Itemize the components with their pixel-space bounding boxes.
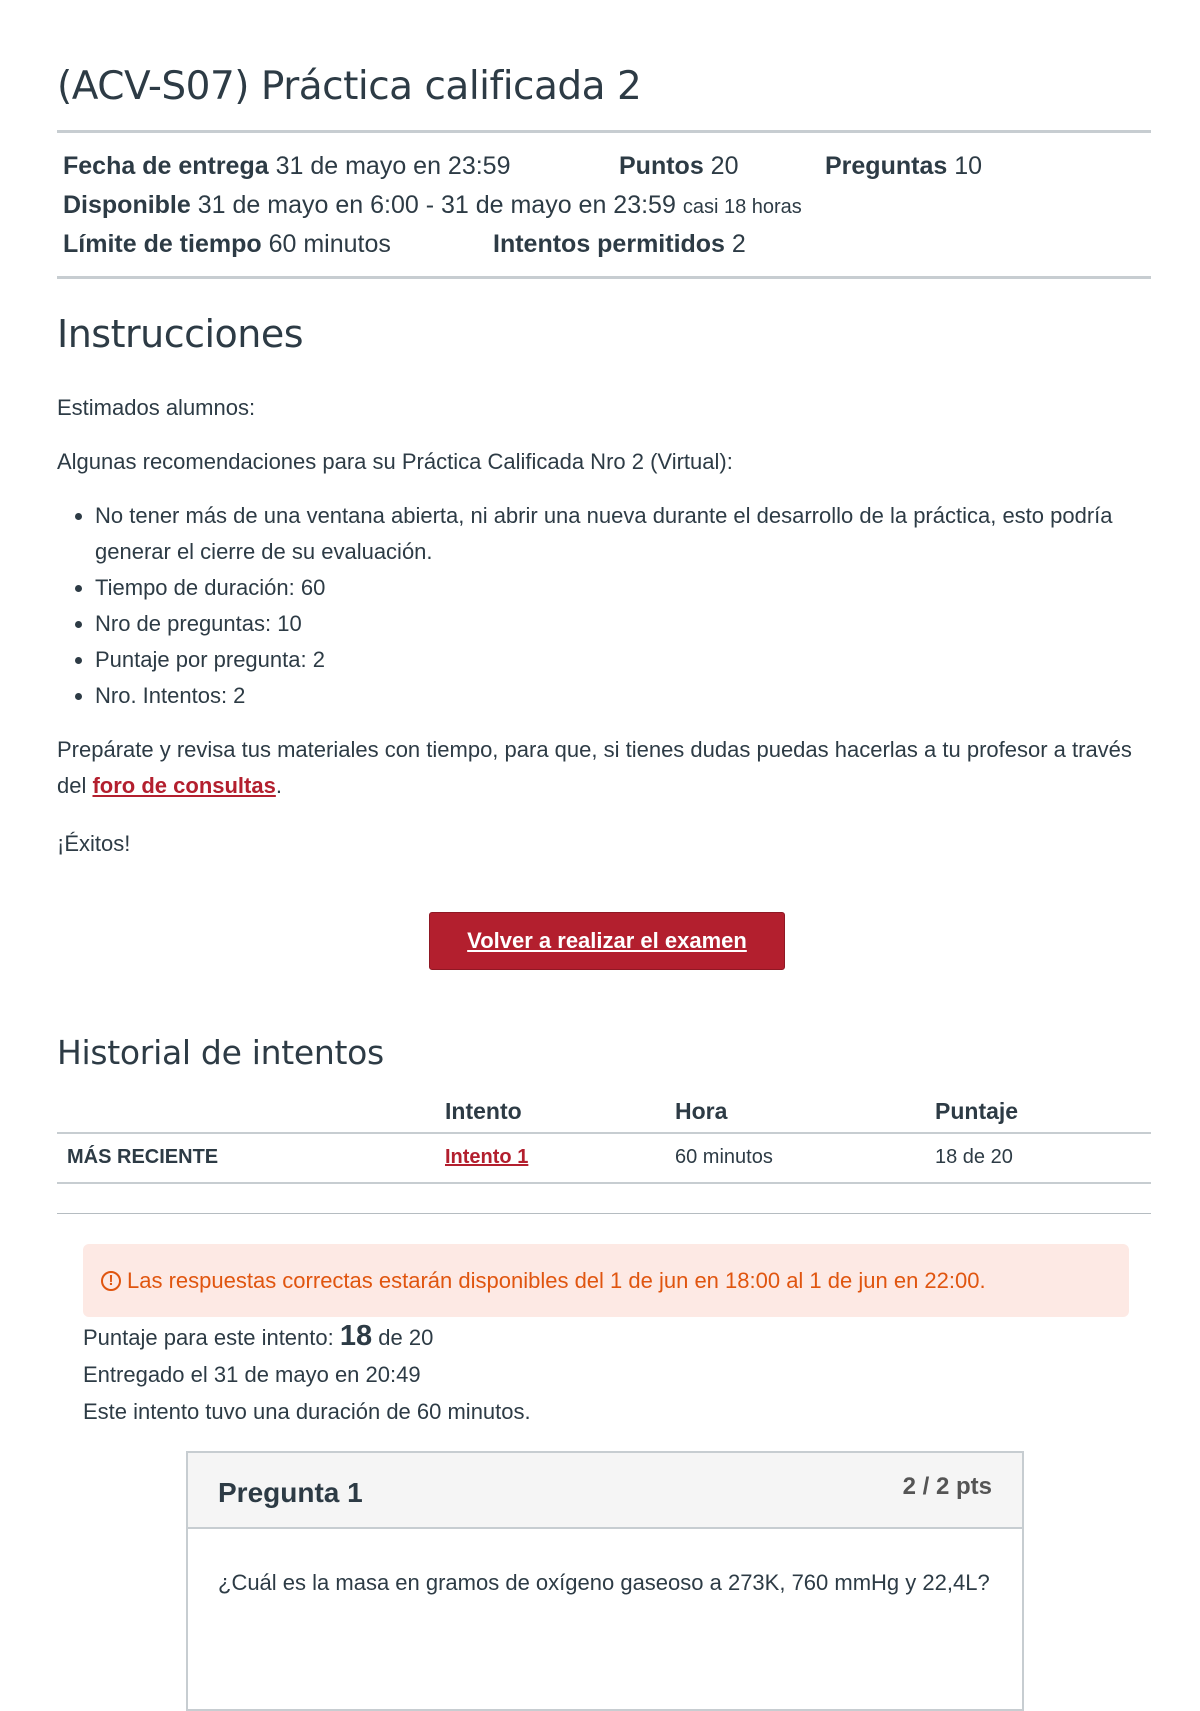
question-card — [186, 1451, 1024, 1711]
meta-row-1 — [63, 152, 511, 181]
divider — [57, 130, 1151, 133]
column-header-score: Puntaje — [935, 1098, 1019, 1124]
attempt-score-line — [83, 1320, 433, 1353]
attempt-time: 60 minutos — [675, 1146, 773, 1168]
score-label: Puntaje para este intento: — [83, 1325, 334, 1350]
intro-text: Algunas recomendaciones para su Práctica Calificada Nro 2 (Virtual): — [57, 449, 733, 474]
attempts-value: 2 — [731, 230, 746, 258]
warning-icon: ! — [101, 1271, 121, 1291]
history-heading: Historial de intentos — [57, 1033, 384, 1072]
question-points: 2 / 2 pts — [902, 1473, 992, 1500]
table-header-divider — [57, 1132, 1151, 1134]
question-text: ¿Cuál es la masa en gramos de oxígeno gaseoso a 273K, 760 mmHg y 22,4L? — [218, 1570, 990, 1595]
points-value: 20 — [710, 152, 739, 180]
time-limit-info — [63, 230, 391, 259]
divider — [57, 276, 1151, 279]
retake-exam-button[interactable]: Volver a realizar el examen — [429, 912, 785, 970]
due-value: 31 de mayo en 23:59 — [275, 152, 511, 180]
time-limit-label: Límite de tiempo — [63, 230, 262, 258]
score-value: 18 — [339, 1320, 373, 1352]
questions-value: 10 — [954, 152, 983, 180]
question-title: Pregunta 1 — [218, 1477, 363, 1508]
duration-text: Este intento tuvo una duración de 60 minutos. — [83, 1399, 531, 1424]
row-label-most-recent: MÁS RECIENTE — [67, 1146, 219, 1168]
list-item: • Tiempo de duración: 60 — [95, 570, 1155, 606]
table-row-divider — [57, 1182, 1151, 1184]
column-header-time: Hora — [675, 1098, 728, 1124]
page-title: (ACV-S07) Práctica calificada 2 — [57, 64, 642, 109]
alert-text: Las respuestas correctas estarán disponibles del 1 de jun en 18:00 al 1 de jun en 22:00. — [127, 1267, 986, 1293]
greeting-text: Estimados alumnos: — [57, 395, 256, 420]
questions-info — [825, 152, 982, 181]
answers-availability-alert — [83, 1244, 1129, 1317]
list-item: • Nro de preguntas: 10 — [95, 606, 1155, 642]
availability-info — [63, 191, 802, 220]
section-divider — [57, 1213, 1151, 1214]
available-note: casi 18 horas — [682, 196, 802, 218]
instructions-heading: Instrucciones — [57, 312, 304, 356]
available-label: Disponible — [63, 191, 191, 219]
prep-end: . — [275, 773, 282, 798]
prep-text: Prepárate y revisa tus materiales con tiempo, para que, si tienes dudas puedas hacerlas a tu profesor a través del — [57, 737, 1132, 798]
question-header — [188, 1453, 1022, 1529]
attempts-label: Intentos permitidos — [493, 230, 725, 258]
points-label: Puntos — [619, 152, 704, 180]
attempt-1-link[interactable]: Intento 1 — [445, 1146, 529, 1168]
attempt-score: 18 de 20 — [935, 1146, 1013, 1168]
closing-text: ¡Éxitos! — [57, 831, 131, 856]
submitted-text: Entregado el 31 de mayo en 20:49 — [83, 1362, 421, 1387]
recommendations-list — [57, 498, 1155, 714]
prep-paragraph — [57, 732, 1151, 804]
list-item: • No tener más de una ventana abierta, ni abrir una nueva durante el desarrollo de la práctica, esto podría generar el cierre de su evaluación. — [95, 498, 1155, 570]
points-info — [619, 152, 738, 181]
questions-label: Preguntas — [825, 152, 948, 180]
list-item: • Nro. Intentos: 2 — [95, 678, 1155, 714]
forum-link[interactable]: foro de consultas — [92, 773, 276, 798]
time-limit-value: 60 minutos — [268, 230, 391, 258]
score-total: de 20 — [378, 1325, 434, 1350]
available-value: 31 de mayo en 6:00 - 31 de mayo en 23:59 — [197, 191, 676, 219]
attempts-info — [493, 230, 746, 259]
list-item: • Puntaje por pregunta: 2 — [95, 642, 1155, 678]
column-header-attempt: Intento — [445, 1098, 522, 1124]
due-label: Fecha de entrega — [63, 152, 269, 180]
